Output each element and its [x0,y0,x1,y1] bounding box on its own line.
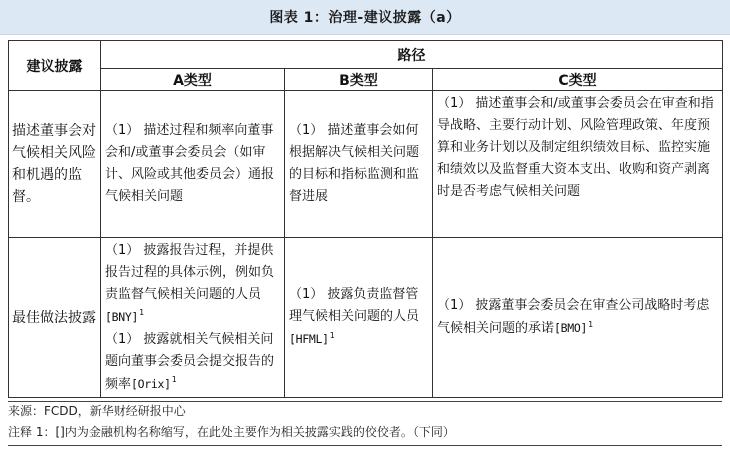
table-notes [8,401,722,443]
cell-type-b [285,238,433,398]
governance-table [8,40,723,398]
institution-ref: [BMO] [554,321,588,335]
footnote-marker: 1 [139,308,145,318]
footnote-marker: 1 [171,375,177,385]
institution-ref: [BNY] [105,309,139,324]
table-row [9,91,723,238]
footnote-1: 注释 1：[]内为金融机构名称缩写，在此处主要作为相关披露实践的佼佼者。（下同） [8,425,455,439]
cell-text: （1） 披露负责监督管理气候相关问题的人员 [289,287,420,324]
cell-type-a [101,238,285,398]
row-label: 描述董事会对气候相关风险和机遇的监督。 [9,91,101,238]
institution-ref: [HFML] [289,332,329,346]
cell-type-c [433,238,723,398]
cell-text: （1） 描述董事会和/或董事会委员会在审查和指导战略、主要行动计划、风险管理政策、年度预算和业务计划以及制定组织绩效目标、监控实施和绩效以及监督重大资本支出、收购和资产剥离时是否考虑气候相关问题 [437,96,714,199]
header-disclosure: 建议披露 [9,41,101,91]
cell-item [437,295,718,340]
cell-item [105,329,280,396]
notes-bottom-rule [8,445,722,446]
cell-type-a [101,91,285,238]
cell-type-c [433,91,723,238]
cell-type-b [285,91,433,238]
table-row [9,238,723,398]
cell-text: （1） 描述过程和频率向董事会和/或董事会委员会（如审计、风险或其他委员会）通报气候相关问题 [105,123,275,204]
cell-text: （1） 描述董事会如何根据解决气候相关问题的目标和指标监测和监督进展 [289,123,420,204]
cell-text: （1） 披露报告过程，并提供报告过程的具体示例，例如负责监督气候相关问题的人员 [105,242,275,302]
source-note: 来源：FCDD，新华财经研报中心 [8,404,186,418]
footnote-marker: 1 [588,319,594,329]
cell-item [105,240,280,329]
header-type-a: A类型 [101,69,285,91]
row-label: 最佳做法披露 [9,238,101,398]
header-type-c: C类型 [433,69,723,91]
cell-item [289,284,428,351]
notes-top-rule [8,401,722,402]
header-type-b: B类型 [285,69,433,91]
institution-ref: [Orix] [131,376,171,391]
cell-text: （1） 披露就相关气候相关问题向董事会委员会提交报告的频率 [105,331,275,392]
footnote-marker: 1 [329,330,335,340]
figure-title: 图表 1：治理-建议披露（a） [0,0,730,35]
cell-text: （1） 披露董事会委员会在审查公司战略时考虑气候相关问题的承诺 [437,298,710,336]
header-path: 路径 [101,41,723,69]
